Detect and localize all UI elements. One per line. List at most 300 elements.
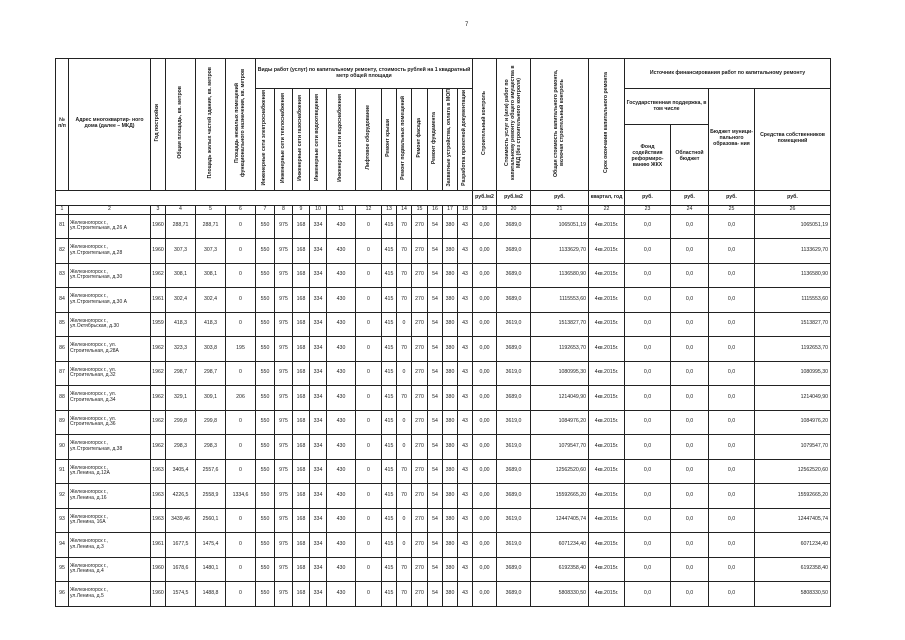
row-work-cost: 0 bbox=[356, 435, 382, 460]
row-work-cost: 43 bbox=[458, 263, 473, 288]
row-total-cost: 1079547,70 bbox=[531, 435, 589, 460]
unit-rub-fund: руб. bbox=[625, 190, 671, 205]
table-row bbox=[56, 361, 831, 386]
column-number: 9 bbox=[293, 205, 310, 214]
row-work-cost: 380 bbox=[443, 288, 458, 313]
row-work-cost: 168 bbox=[293, 582, 310, 607]
row-year: 1961 bbox=[151, 288, 166, 313]
row-work-cost: 43 bbox=[458, 459, 473, 484]
row-address bbox=[69, 337, 151, 362]
row-year: 1960 bbox=[151, 582, 166, 607]
row-total-area: 307,3 bbox=[166, 239, 196, 264]
address-line-2: ул.Ленина, д.3 bbox=[70, 543, 104, 550]
row-municipal: 0,0 bbox=[709, 337, 755, 362]
row-deadline: 4кв.2015г. bbox=[589, 435, 625, 460]
row-work-cost: 168 bbox=[293, 361, 310, 386]
row-regional: 0,0 bbox=[671, 239, 709, 264]
row-work-cost: 0 bbox=[397, 533, 412, 558]
row-work-cost: 0 bbox=[356, 361, 382, 386]
row-number: 92 bbox=[56, 484, 69, 509]
row-cost-per-m2: 3619,0 bbox=[497, 312, 531, 337]
row-living-area: 298,7 bbox=[196, 361, 226, 386]
row-total-area: 308,1 bbox=[166, 263, 196, 288]
table-row bbox=[56, 410, 831, 435]
row-work-cost: 975 bbox=[275, 239, 293, 264]
row-work-cost: 975 bbox=[275, 214, 293, 239]
row-work-cost: 975 bbox=[275, 533, 293, 558]
row-work-cost: 270 bbox=[412, 435, 428, 460]
header-work-10: Ремонт фундамента bbox=[431, 111, 438, 164]
row-owners: 1136580,90 bbox=[755, 263, 831, 288]
column-number: 25 bbox=[709, 205, 755, 214]
row-work-cost: 270 bbox=[412, 214, 428, 239]
unit-rub-m2-b: руб./м2 bbox=[497, 190, 531, 205]
row-work-cost: 430 bbox=[327, 557, 356, 582]
row-municipal: 0,0 bbox=[709, 312, 755, 337]
table-row bbox=[56, 239, 831, 264]
row-total-area: 298,7 bbox=[166, 361, 196, 386]
row-regional: 0,0 bbox=[671, 214, 709, 239]
header-nonliving-area: Площадь нежилых помещений функционального назначения, кв. метров bbox=[233, 68, 246, 177]
row-work-cost: 270 bbox=[412, 263, 428, 288]
header-work-cell bbox=[397, 89, 412, 191]
row-work-cost: 54 bbox=[428, 288, 443, 313]
row-total-cost: 12562520,60 bbox=[531, 459, 589, 484]
table-body bbox=[56, 214, 831, 606]
table-row bbox=[56, 288, 831, 313]
row-fund: 0,0 bbox=[625, 484, 671, 509]
row-work-cost: 43 bbox=[458, 410, 473, 435]
row-work-cost: 380 bbox=[443, 337, 458, 362]
row-work-cost: 54 bbox=[428, 386, 443, 411]
row-work-cost: 380 bbox=[443, 435, 458, 460]
row-work-cost: 270 bbox=[412, 508, 428, 533]
table-row bbox=[56, 312, 831, 337]
row-construction-control: 0,00 bbox=[473, 288, 497, 313]
row-work-cost: 43 bbox=[458, 361, 473, 386]
row-construction-control: 0,00 bbox=[473, 239, 497, 264]
address-line-1: Железногорск г., bbox=[70, 317, 108, 324]
row-owners: 1115553,60 bbox=[755, 288, 831, 313]
row-total-area: 298,3 bbox=[166, 435, 196, 460]
row-work-cost: 380 bbox=[443, 508, 458, 533]
row-work-cost: 430 bbox=[327, 312, 356, 337]
row-nonliving-area: 0 bbox=[226, 582, 256, 607]
address-line-2: ул.Ленина, д.16 bbox=[70, 494, 107, 501]
row-work-cost: 0 bbox=[356, 410, 382, 435]
row-total-cost: 1192653,70 bbox=[531, 337, 589, 362]
row-owners: 1080995,30 bbox=[755, 361, 831, 386]
row-work-cost: 43 bbox=[458, 214, 473, 239]
row-living-area: 1480,1 bbox=[196, 557, 226, 582]
row-total-area: 302,4 bbox=[166, 288, 196, 313]
row-fund: 0,0 bbox=[625, 263, 671, 288]
row-deadline: 4кв.2015г. bbox=[589, 337, 625, 362]
row-work-cost: 334 bbox=[310, 459, 327, 484]
table-row bbox=[56, 386, 831, 411]
row-work-cost: 334 bbox=[310, 435, 327, 460]
row-construction-control: 0,00 bbox=[473, 312, 497, 337]
row-nonliving-area: 0 bbox=[226, 410, 256, 435]
row-regional: 0,0 bbox=[671, 312, 709, 337]
address-line-2: Строительная, д.34 bbox=[70, 396, 116, 403]
row-address bbox=[69, 582, 151, 607]
row-work-cost: 334 bbox=[310, 288, 327, 313]
row-cost-per-m2: 3619,0 bbox=[497, 410, 531, 435]
row-work-cost: 54 bbox=[428, 533, 443, 558]
row-cost-per-m2: 3689,0 bbox=[497, 239, 531, 264]
row-cost-per-m2: 3689,0 bbox=[497, 484, 531, 509]
row-construction-control: 0,00 bbox=[473, 386, 497, 411]
row-work-cost: 43 bbox=[458, 288, 473, 313]
row-fund: 0,0 bbox=[625, 435, 671, 460]
row-total-area: 3439,46 bbox=[166, 508, 196, 533]
address-line-2: ул.Ленина, 16А bbox=[70, 519, 106, 526]
row-work-cost: 415 bbox=[382, 312, 397, 337]
header-control-cell bbox=[473, 59, 497, 191]
row-work-cost: 70 bbox=[397, 239, 412, 264]
row-work-cost: 550 bbox=[256, 508, 275, 533]
row-fund: 0,0 bbox=[625, 410, 671, 435]
row-work-cost: 0 bbox=[356, 337, 382, 362]
row-work-cost: 168 bbox=[293, 484, 310, 509]
row-work-cost: 54 bbox=[428, 337, 443, 362]
header-work-4: Инженерные сети водоотведения bbox=[314, 94, 321, 182]
row-work-cost: 270 bbox=[412, 386, 428, 411]
address-line-1: Железногорск г., bbox=[70, 587, 108, 594]
column-number: 22 bbox=[589, 205, 625, 214]
row-owners: 12562520,60 bbox=[755, 459, 831, 484]
row-work-cost: 70 bbox=[397, 459, 412, 484]
row-cost-per-m2: 3689,0 bbox=[497, 386, 531, 411]
row-work-cost: 168 bbox=[293, 337, 310, 362]
row-work-cost: 54 bbox=[428, 263, 443, 288]
header-sources-group: Источник финансирования работ по капитальному ремонту bbox=[625, 59, 831, 89]
row-nonliving-area: 0 bbox=[226, 533, 256, 558]
header-work-cell bbox=[327, 89, 356, 191]
row-work-cost: 550 bbox=[256, 361, 275, 386]
row-work-cost: 0 bbox=[356, 484, 382, 509]
row-work-cost: 70 bbox=[397, 582, 412, 607]
row-deadline: 4кв.2015г. bbox=[589, 410, 625, 435]
row-work-cost: 415 bbox=[382, 337, 397, 362]
row-work-cost: 430 bbox=[327, 386, 356, 411]
row-work-cost: 430 bbox=[327, 435, 356, 460]
row-work-cost: 0 bbox=[397, 508, 412, 533]
row-cost-per-m2: 3619,0 bbox=[497, 361, 531, 386]
row-work-cost: 43 bbox=[458, 337, 473, 362]
header-municipal: Бюджет муници- пального образова- ния bbox=[709, 89, 755, 191]
table-row bbox=[56, 435, 831, 460]
table-row bbox=[56, 508, 831, 533]
row-work-cost: 168 bbox=[293, 214, 310, 239]
row-regional: 0,0 bbox=[671, 263, 709, 288]
row-number: 86 bbox=[56, 337, 69, 362]
column-number: 5 bbox=[196, 205, 226, 214]
row-year: 1959 bbox=[151, 312, 166, 337]
header-living-area-cell bbox=[196, 59, 226, 191]
row-construction-control: 0,00 bbox=[473, 484, 497, 509]
row-owners: 6071234,40 bbox=[755, 533, 831, 558]
row-work-cost: 0 bbox=[356, 557, 382, 582]
header-living-area: Площадь жилых частей здания, кв. метров bbox=[206, 67, 213, 179]
address-line-1: Железногорск г., ул. bbox=[70, 366, 117, 373]
row-work-cost: 975 bbox=[275, 459, 293, 484]
column-number: 3 bbox=[151, 205, 166, 214]
row-nonliving-area: 0 bbox=[226, 239, 256, 264]
row-work-cost: 270 bbox=[412, 557, 428, 582]
header-work-cell bbox=[443, 89, 458, 191]
header-work-cell bbox=[356, 89, 382, 191]
column-number: 24 bbox=[671, 205, 709, 214]
column-number: 11 bbox=[327, 205, 356, 214]
row-work-cost: 54 bbox=[428, 582, 443, 607]
row-total-area: 288,71 bbox=[166, 214, 196, 239]
row-work-cost: 430 bbox=[327, 410, 356, 435]
row-work-cost: 550 bbox=[256, 435, 275, 460]
address-line-1: Железногорск г., bbox=[70, 293, 108, 300]
column-number: 14 bbox=[397, 205, 412, 214]
row-work-cost: 380 bbox=[443, 459, 458, 484]
row-total-cost: 1065051,19 bbox=[531, 214, 589, 239]
row-work-cost: 975 bbox=[275, 557, 293, 582]
row-number: 85 bbox=[56, 312, 69, 337]
row-owners: 1079547,70 bbox=[755, 435, 831, 460]
row-work-cost: 550 bbox=[256, 557, 275, 582]
address-line-1: Железногорск г., ул. bbox=[70, 391, 117, 398]
row-nonliving-area: 0 bbox=[226, 263, 256, 288]
header-deadline: Срок окончания капитального ремонта bbox=[602, 72, 609, 174]
column-number: 15 bbox=[412, 205, 428, 214]
address-line-1: Железногорск г., bbox=[70, 268, 108, 275]
row-living-area: 2558,9 bbox=[196, 484, 226, 509]
row-address bbox=[69, 361, 151, 386]
row-owners: 1133629,70 bbox=[755, 239, 831, 264]
row-total-area: 323,3 bbox=[166, 337, 196, 362]
header-owners: Средства собственников помещений bbox=[755, 89, 831, 191]
row-work-cost: 550 bbox=[256, 312, 275, 337]
row-municipal: 0,0 bbox=[709, 386, 755, 411]
row-work-cost: 380 bbox=[443, 263, 458, 288]
row-living-area: 308,1 bbox=[196, 263, 226, 288]
row-construction-control: 0,00 bbox=[473, 582, 497, 607]
row-work-cost: 415 bbox=[382, 484, 397, 509]
row-work-cost: 270 bbox=[412, 239, 428, 264]
row-municipal: 0,0 bbox=[709, 582, 755, 607]
row-regional: 0,0 bbox=[671, 459, 709, 484]
row-deadline: 4кв.2015г. bbox=[589, 484, 625, 509]
row-number: 89 bbox=[56, 410, 69, 435]
row-work-cost: 0 bbox=[356, 214, 382, 239]
row-work-cost: 0 bbox=[356, 312, 382, 337]
header-work-9: Ремонт фасада bbox=[415, 117, 422, 158]
row-work-cost: 380 bbox=[443, 239, 458, 264]
row-work-cost: 43 bbox=[458, 582, 473, 607]
row-address bbox=[69, 263, 151, 288]
row-work-cost: 334 bbox=[310, 337, 327, 362]
row-owners: 1065051,19 bbox=[755, 214, 831, 239]
row-number: 96 bbox=[56, 582, 69, 607]
row-number: 83 bbox=[56, 263, 69, 288]
row-municipal: 0,0 bbox=[709, 533, 755, 558]
row-work-cost: 334 bbox=[310, 386, 327, 411]
row-cost-per-m2: 3689,0 bbox=[497, 337, 531, 362]
row-work-cost: 54 bbox=[428, 312, 443, 337]
row-deadline: 4кв.2015г. bbox=[589, 508, 625, 533]
row-total-cost: 6192358,40 bbox=[531, 557, 589, 582]
row-owners: 15592665,20 bbox=[755, 484, 831, 509]
row-work-cost: 430 bbox=[327, 263, 356, 288]
row-fund: 0,0 bbox=[625, 214, 671, 239]
row-work-cost: 550 bbox=[256, 459, 275, 484]
row-year: 1962 bbox=[151, 263, 166, 288]
row-construction-control: 0,00 bbox=[473, 557, 497, 582]
row-work-cost: 334 bbox=[310, 533, 327, 558]
address-line-2: ул.Строительная, д.38 bbox=[70, 445, 123, 452]
row-deadline: 4кв.2015г. bbox=[589, 582, 625, 607]
address-line-1: Железногорск г., bbox=[70, 489, 108, 496]
row-address bbox=[69, 557, 151, 582]
address-line-2: Строительная, д.28А bbox=[70, 347, 119, 354]
row-work-cost: 334 bbox=[310, 263, 327, 288]
unit-spacer bbox=[56, 190, 473, 205]
column-number: 21 bbox=[531, 205, 589, 214]
header-state-support: Государственная поддержка, в том числе bbox=[625, 89, 709, 125]
row-work-cost: 70 bbox=[397, 386, 412, 411]
capital-repair-table bbox=[55, 58, 831, 607]
row-work-cost: 430 bbox=[327, 361, 356, 386]
row-municipal: 0,0 bbox=[709, 239, 755, 264]
address-line-1: Железногорск г., bbox=[70, 440, 108, 447]
row-fund: 0,0 bbox=[625, 508, 671, 533]
header-construction-control: Строительный контроль bbox=[480, 90, 487, 155]
row-fund: 0,0 bbox=[625, 459, 671, 484]
row-address bbox=[69, 214, 151, 239]
row-work-cost: 415 bbox=[382, 361, 397, 386]
row-work-cost: 415 bbox=[382, 459, 397, 484]
row-work-cost: 70 bbox=[397, 557, 412, 582]
row-owners: 6192358,40 bbox=[755, 557, 831, 582]
row-work-cost: 380 bbox=[443, 582, 458, 607]
row-work-cost: 168 bbox=[293, 288, 310, 313]
row-regional: 0,0 bbox=[671, 557, 709, 582]
row-work-cost: 380 bbox=[443, 312, 458, 337]
table-row bbox=[56, 459, 831, 484]
row-work-cost: 168 bbox=[293, 410, 310, 435]
header-work-6: Лифтовое оборудование bbox=[364, 105, 371, 171]
row-address bbox=[69, 484, 151, 509]
row-regional: 0,0 bbox=[671, 288, 709, 313]
row-work-cost: 975 bbox=[275, 288, 293, 313]
row-year: 1963 bbox=[151, 508, 166, 533]
row-municipal: 0,0 bbox=[709, 288, 755, 313]
row-number: 93 bbox=[56, 508, 69, 533]
address-line-2: ул.Ленина, д.4 bbox=[70, 568, 104, 575]
row-work-cost: 975 bbox=[275, 484, 293, 509]
row-work-cost: 430 bbox=[327, 459, 356, 484]
row-work-cost: 0 bbox=[397, 312, 412, 337]
row-work-cost: 334 bbox=[310, 214, 327, 239]
row-work-cost: 54 bbox=[428, 410, 443, 435]
header-fund: Фонд содействия реформиро- ванию ЖКХ bbox=[625, 125, 671, 190]
row-work-cost: 168 bbox=[293, 508, 310, 533]
row-work-cost: 550 bbox=[256, 337, 275, 362]
column-number: 10 bbox=[310, 205, 327, 214]
row-address bbox=[69, 459, 151, 484]
row-regional: 0,0 bbox=[671, 361, 709, 386]
row-work-cost: 550 bbox=[256, 239, 275, 264]
row-owners: 1084976,20 bbox=[755, 410, 831, 435]
row-cost-per-m2: 3689,0 bbox=[497, 263, 531, 288]
header-work-5: Инженерные сети водоснабжения bbox=[337, 93, 344, 182]
row-address bbox=[69, 410, 151, 435]
header-nonliving-area-cell bbox=[226, 59, 256, 191]
row-work-cost: 70 bbox=[397, 263, 412, 288]
column-number: 12 bbox=[356, 205, 382, 214]
row-work-cost: 270 bbox=[412, 410, 428, 435]
row-work-cost: 415 bbox=[382, 288, 397, 313]
row-nonliving-area: 0 bbox=[226, 508, 256, 533]
row-work-cost: 550 bbox=[256, 386, 275, 411]
row-year: 1960 bbox=[151, 214, 166, 239]
row-total-area: 4226,5 bbox=[166, 484, 196, 509]
row-work-cost: 270 bbox=[412, 337, 428, 362]
row-nonliving-area: 0 bbox=[226, 288, 256, 313]
row-cost-per-m2: 3619,0 bbox=[497, 533, 531, 558]
address-line-2: ул.Строительная, д.30 bbox=[70, 274, 123, 281]
row-number: 95 bbox=[56, 557, 69, 582]
table-row bbox=[56, 214, 831, 239]
row-work-cost: 975 bbox=[275, 410, 293, 435]
row-construction-control: 0,00 bbox=[473, 533, 497, 558]
row-work-cost: 70 bbox=[397, 288, 412, 313]
header-year: Год постройки bbox=[154, 104, 161, 142]
row-deadline: 4кв.2015г. bbox=[589, 386, 625, 411]
unit-rub-m2-a: руб./м2 bbox=[473, 190, 497, 205]
row-work-cost: 430 bbox=[327, 533, 356, 558]
row-work-cost: 334 bbox=[310, 557, 327, 582]
column-number: 19 bbox=[473, 205, 497, 214]
row-deadline: 4кв.2015г. bbox=[589, 312, 625, 337]
row-municipal: 0,0 bbox=[709, 214, 755, 239]
row-work-cost: 975 bbox=[275, 361, 293, 386]
row-total-cost: 15592665,20 bbox=[531, 484, 589, 509]
header-regional: Областной бюджет bbox=[671, 125, 709, 190]
page-number: 7 bbox=[465, 22, 469, 28]
row-nonliving-area: 0 bbox=[226, 312, 256, 337]
row-owners: 5808330,50 bbox=[755, 582, 831, 607]
row-work-cost: 415 bbox=[382, 435, 397, 460]
table-row bbox=[56, 337, 831, 362]
row-regional: 0,0 bbox=[671, 435, 709, 460]
column-number: 7 bbox=[256, 205, 275, 214]
row-work-cost: 415 bbox=[382, 557, 397, 582]
row-number: 81 bbox=[56, 214, 69, 239]
row-total-cost: 6071234,40 bbox=[531, 533, 589, 558]
row-total-area: 299,8 bbox=[166, 410, 196, 435]
row-cost-per-m2: 3689,0 bbox=[497, 214, 531, 239]
row-address bbox=[69, 435, 151, 460]
row-deadline: 4кв.2015г. bbox=[589, 214, 625, 239]
header-cost-per-m2: Стоимость услуг и (или) работ по капитальному ремонту общего имущества в МКД (без строительного контроля) bbox=[503, 65, 522, 181]
column-number: 2 bbox=[69, 205, 151, 214]
row-work-cost: 168 bbox=[293, 386, 310, 411]
row-total-cost: 1084976,20 bbox=[531, 410, 589, 435]
table-row bbox=[56, 582, 831, 607]
header-address: Адрес многоквартир- ного дома (далее – МКД) bbox=[69, 59, 151, 191]
row-work-cost: 334 bbox=[310, 312, 327, 337]
row-fund: 0,0 bbox=[625, 361, 671, 386]
